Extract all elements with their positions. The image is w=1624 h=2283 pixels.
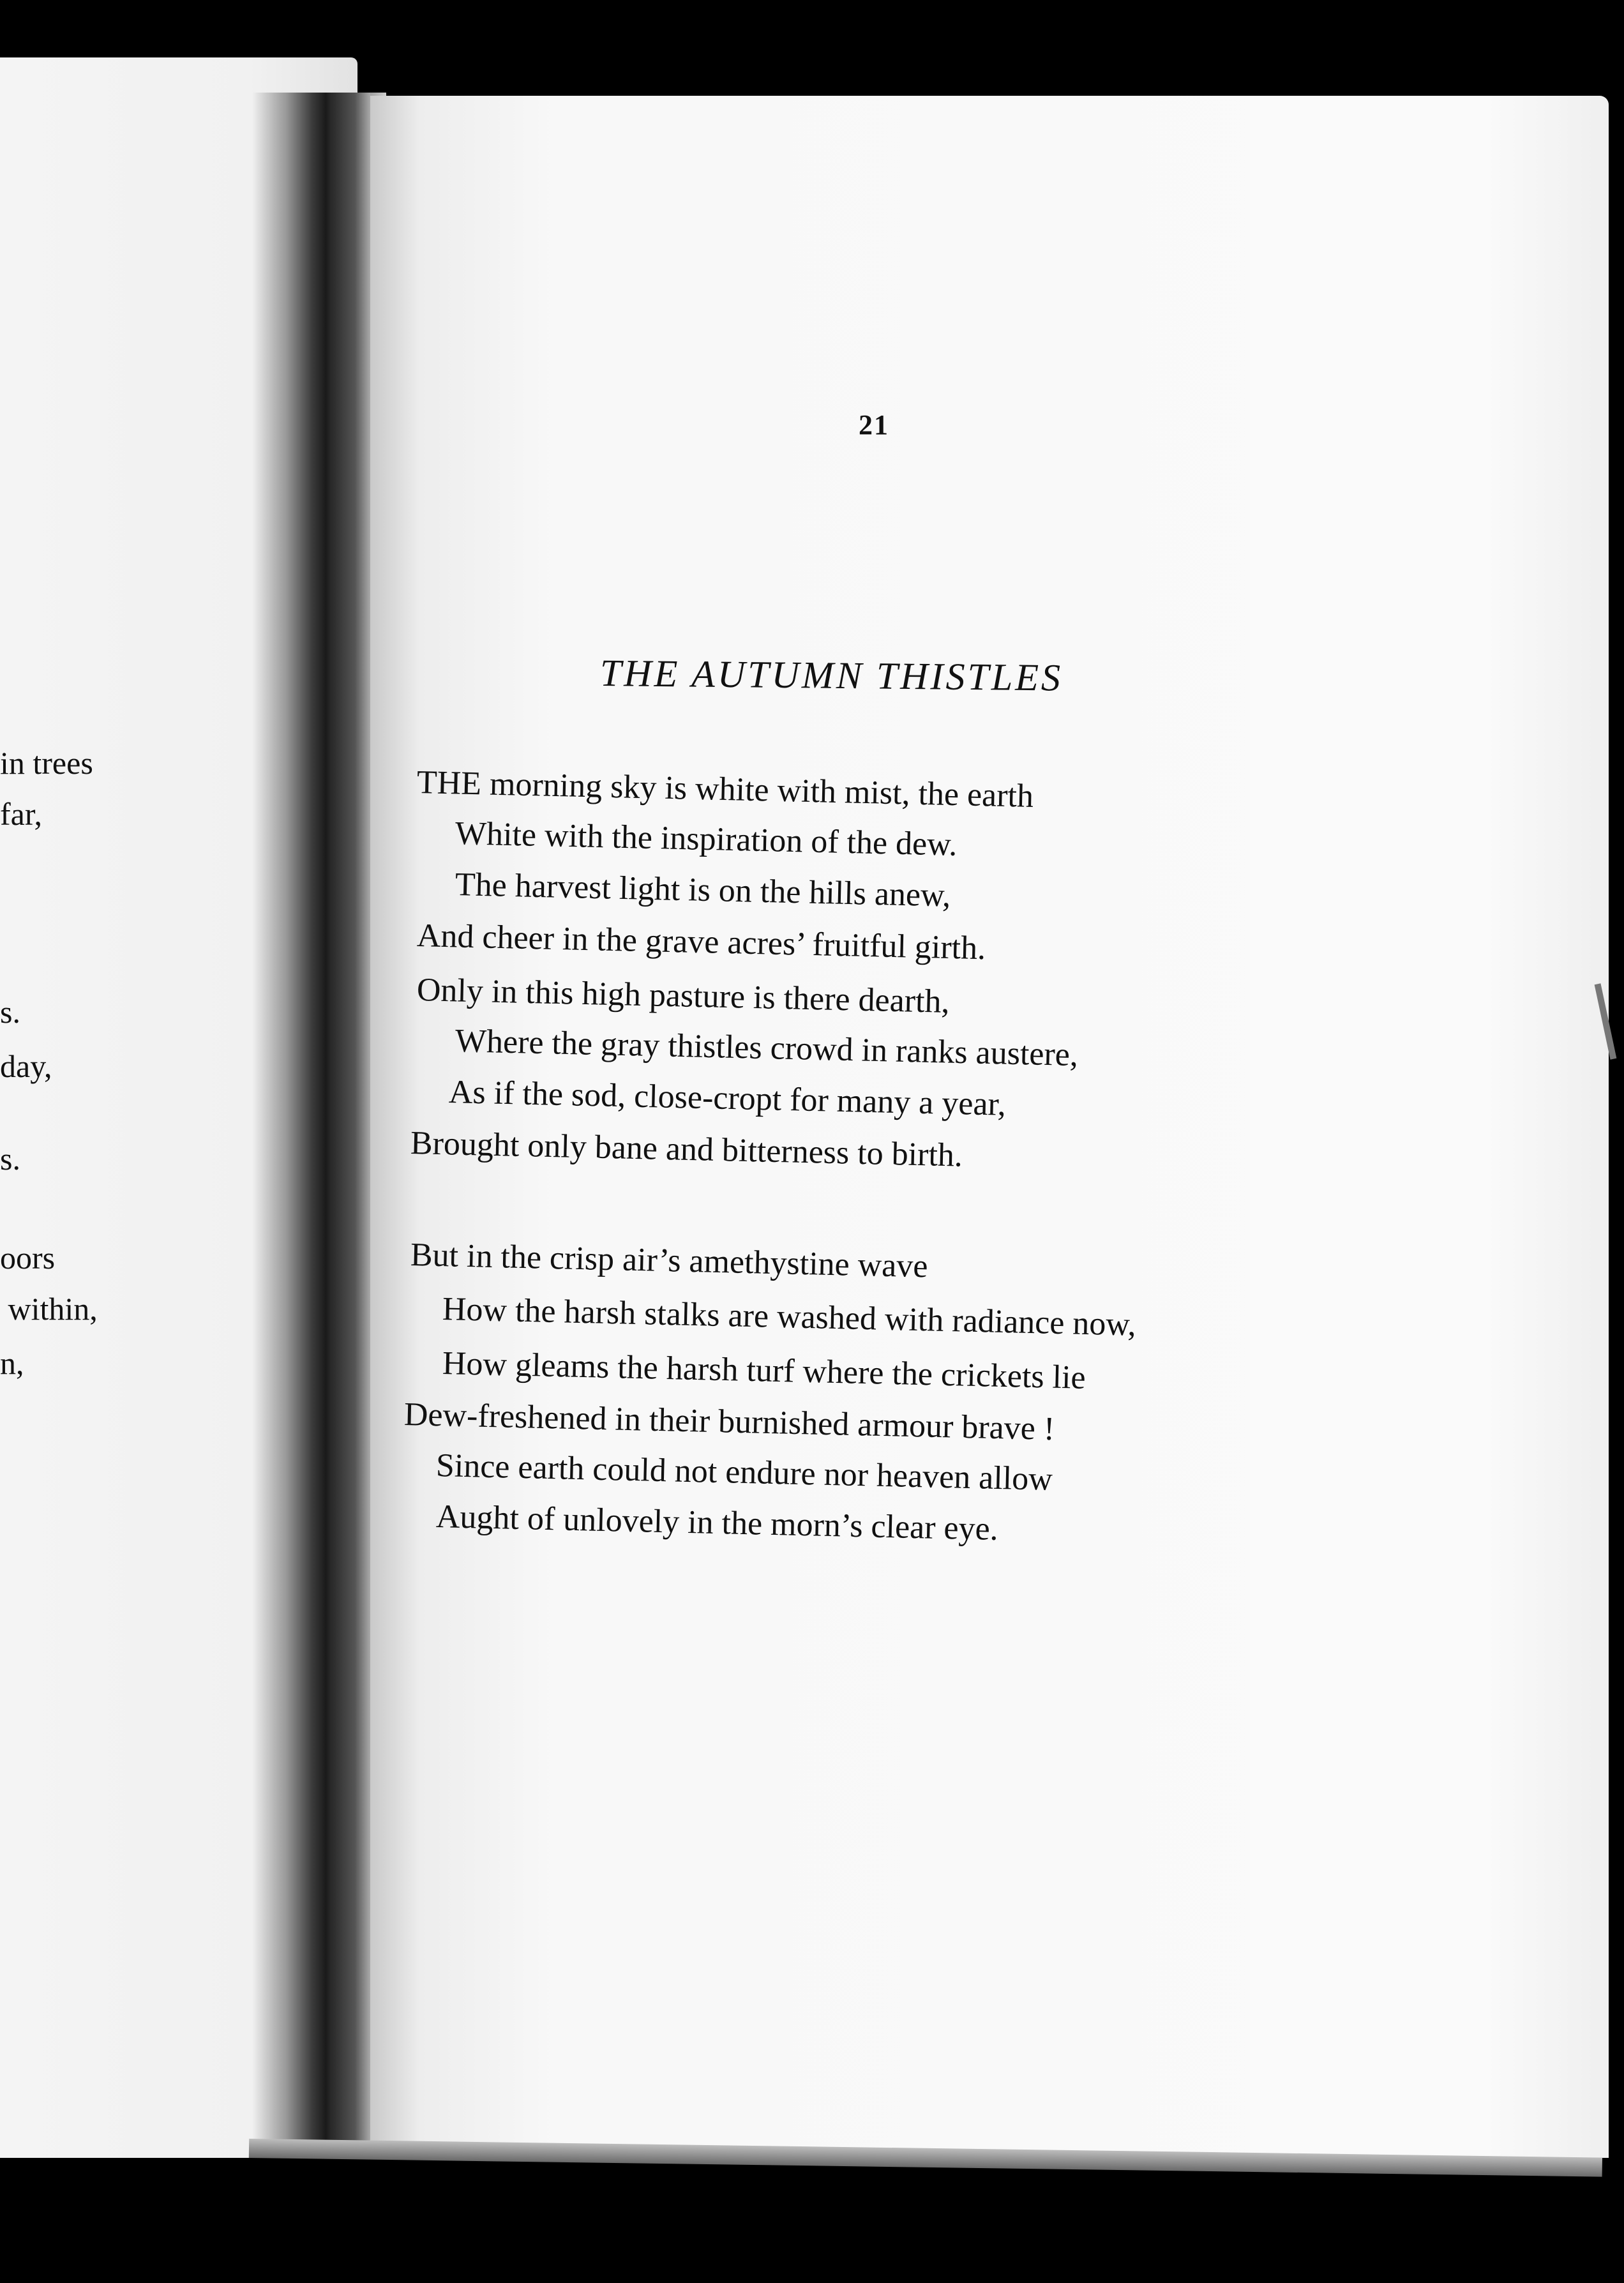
spine-edge-shadow bbox=[332, 93, 370, 2148]
poem-line: Where the gray thistles crowd in ranks austere, bbox=[455, 1023, 1079, 1074]
left-page-fragment: n, bbox=[0, 1345, 24, 1381]
poem-line: THE morning sky is white with mist, the earth bbox=[416, 764, 1034, 815]
page-number: 21 bbox=[859, 409, 889, 441]
poem-line: As if the sod, close-cropt for many a year, bbox=[448, 1074, 1007, 1123]
left-page-fragment: far, bbox=[0, 796, 42, 832]
poem-line: Since earth could not endure nor heaven allow bbox=[435, 1447, 1053, 1498]
right-page bbox=[370, 96, 1609, 2158]
poem-line: How gleams the harsh turf where the crickets lie bbox=[442, 1345, 1086, 1396]
poem-line: But in the crisp air’s amethystine wave bbox=[410, 1237, 929, 1285]
poem-line: Dew-freshened in their burnished armour brave ! bbox=[403, 1396, 1055, 1448]
poem-line: Aught of unlovely in the morn’s clear eye. bbox=[435, 1498, 999, 1548]
poem-line: Brought only bane and bitterness to birth. bbox=[410, 1125, 963, 1174]
left-page-fragment: s. bbox=[0, 994, 20, 1030]
poem-line: And cheer in the grave acres’ fruitful girth. bbox=[416, 917, 986, 967]
left-page-fragment: s. bbox=[0, 1141, 20, 1177]
poem-line: White with the inspiration of the dew. bbox=[455, 815, 958, 863]
poem-line: Only in this high pasture is there dearth, bbox=[416, 972, 951, 1020]
left-page-fragment: in trees bbox=[0, 745, 93, 781]
poem-line: How the harsh stalks are washed with radiance now, bbox=[442, 1291, 1137, 1343]
poem-line: The harvest light is on the hills anew, bbox=[455, 866, 951, 914]
left-page-fragment: oors bbox=[0, 1240, 56, 1276]
left-page-fragment: day, bbox=[0, 1048, 52, 1084]
left-page-fragment: within, bbox=[0, 1291, 98, 1327]
poem-title: THE AUTUMN THISTLES bbox=[599, 652, 1064, 699]
